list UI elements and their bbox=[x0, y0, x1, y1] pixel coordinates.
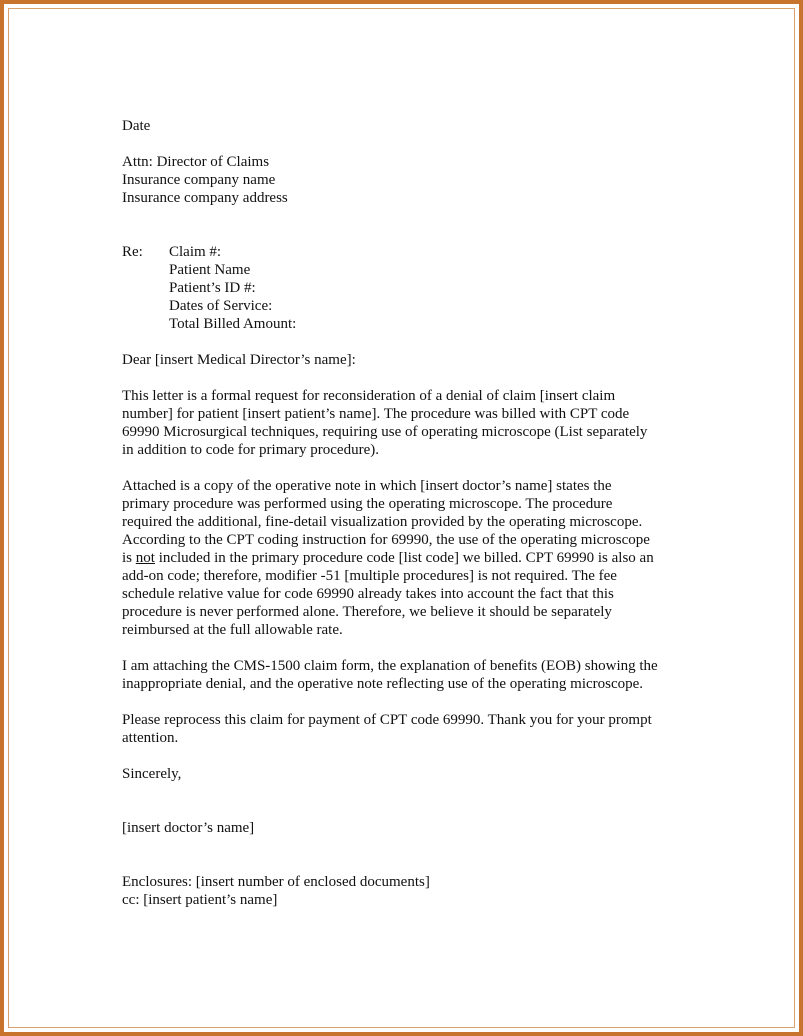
re-label: Re: bbox=[122, 244, 143, 260]
insurance-company-name-line: Insurance company name bbox=[122, 172, 276, 188]
paragraph-line: add-on code; therefore, modifier -51 [multiple procedures] is not required. The fee bbox=[122, 568, 617, 584]
patient-id-line: Patient’s ID #: bbox=[169, 280, 256, 296]
letter-page bbox=[122, 117, 702, 909]
paragraph-line: According to the CPT coding instruction for 69990, the use of the operating microscope bbox=[122, 532, 650, 548]
closing: Sincerely, bbox=[122, 766, 182, 782]
paragraph-line: Attached is a copy of the operative note in which [insert doctor’s name] states the bbox=[122, 478, 612, 494]
line-prefix: is bbox=[122, 550, 136, 566]
enclosures-line: Enclosures: [insert number of enclosed documents] bbox=[122, 874, 430, 890]
paragraph-line: reimbursed at the full allowable rate. bbox=[122, 622, 343, 638]
paragraph-line: 69990 Microsurgical techniques, requiring use of operating microscope (List separately bbox=[122, 424, 648, 440]
paragraph-line: I am attaching the CMS-1500 claim form, the explanation of benefits (EOB) showing the bbox=[122, 658, 658, 674]
paragraph-line: primary procedure was performed using the operating microscope. The procedure bbox=[122, 496, 613, 512]
paragraph-line: schedule relative value for code 69990 already takes into account the fact that this bbox=[122, 586, 614, 602]
underlined-not: not bbox=[135, 550, 155, 566]
paragraph-reconsideration-request bbox=[122, 387, 702, 459]
insurance-company-address-line: Insurance company address bbox=[122, 190, 288, 206]
paragraph-line: required the additional, fine-detail visualization provided by the operating microscope. bbox=[122, 514, 643, 530]
paragraph-line: inappropriate denial, and the operative note reflecting use of the operating microscope. bbox=[122, 676, 644, 692]
claim-number-line: Claim #: bbox=[169, 244, 222, 260]
paragraph-attachments bbox=[122, 657, 702, 693]
line-suffix: included in the primary procedure code [list code] we billed. CPT 69990 is also an bbox=[154, 550, 654, 566]
paragraph-line: This letter is a formal request for reconsideration of a denial of claim [insert claim bbox=[122, 388, 616, 404]
cc-line: cc: [insert patient’s name] bbox=[122, 892, 278, 908]
patient-name-line: Patient Name bbox=[169, 262, 251, 278]
paragraph-line: procedure is never performed alone. Therefore, we believe it should be separately bbox=[122, 604, 612, 620]
paragraph-operative-note bbox=[122, 477, 702, 639]
paragraph-line: number] for patient [insert patient’s name]. The procedure was billed with CPT code bbox=[122, 406, 630, 422]
paragraph-line: in addition to code for primary procedure). bbox=[122, 442, 379, 458]
paragraph-line: attention. bbox=[122, 730, 179, 746]
signature: [insert doctor’s name] bbox=[122, 820, 255, 836]
attn-line: Attn: Director of Claims bbox=[122, 154, 270, 170]
total-billed-amount-line: Total Billed Amount: bbox=[169, 316, 297, 332]
attn-block bbox=[122, 153, 702, 207]
paragraph-line-with-emphasis bbox=[122, 549, 702, 567]
paragraph-reprocess-request bbox=[122, 711, 702, 747]
salutation: Dear [insert Medical Director’s name]: bbox=[122, 352, 356, 368]
date-line: Date bbox=[122, 118, 151, 134]
dates-of-service-line: Dates of Service: bbox=[169, 298, 273, 314]
re-block bbox=[122, 243, 702, 333]
paragraph-line: Please reprocess this claim for payment of CPT code 69990. Thank you for your prompt bbox=[122, 712, 652, 728]
